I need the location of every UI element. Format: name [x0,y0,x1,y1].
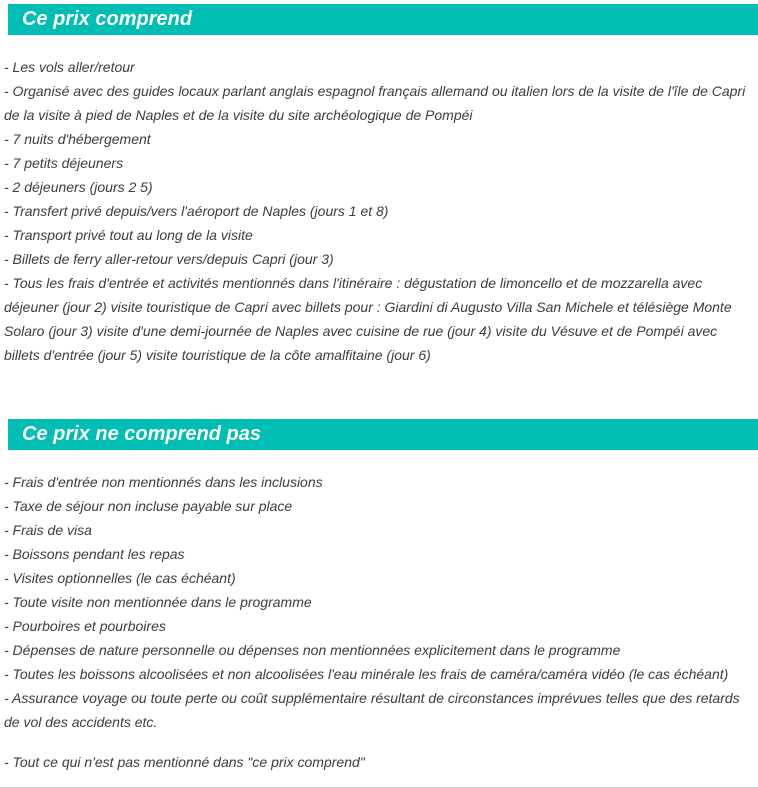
list-item: - Transport privé tout au long de la visite [4,227,253,243]
list-item: - 7 nuits d'hébergement [4,131,151,147]
list-item: - Frais d'entrée non mentionnés dans les inclusions [4,474,323,490]
list-item: - 2 déjeuners (jours 2 5) [4,179,153,195]
list-item: - Billets de ferry aller-retour vers/depuis Capri (jour 3) [4,251,334,267]
list-item: - 7 petits déjeuners [4,155,124,171]
list-item: - Pourboires et pourboires [4,618,166,634]
list-item: - Les vols aller/retour [4,59,135,75]
list-item: - Tous les frais d'entrée et activités mentionnés dans l'itinéraire : dégustation de limoncello et de mozzarella avec déjeuner (jour 2) visite touristique de Capri avec billets pour : Giardini di Augusto Villa San Michele et télésiège Monte Solaro (jour 3) visite d'une demi-journée de Naples avec cuisine de rue (jour 4) visite du Vésuve et de Pompéi avec billets d'entrée (jour 5) visite touristique de la côte amalfitaine (jour 6) [4,275,732,363]
price-includes-section [0,4,758,367]
excludes-list [0,450,758,774]
list-item: - Transfert privé depuis/vers l'aéroport de Naples (jours 1 et 8) [4,203,389,219]
list-item: - Taxe de séjour non incluse payable sur place [4,498,293,514]
list-item: - Boissons pendant les repas [4,546,185,562]
list-item: - Dépenses de nature personnelle ou dépenses non mentionnées explicitement dans le programme [4,642,621,658]
list-item: - Tout ce qui n'est pas mentionné dans "ce prix comprend" [4,754,365,770]
price-excludes-section [0,419,758,774]
section-header-includes: Ce prix comprend [8,4,758,35]
list-item: - Frais de visa [4,522,92,538]
list-item: - Visites optionnelles (le cas échéant) [4,570,236,586]
list-item: - Organisé avec des guides locaux parlant anglais espagnol français allemand ou italien lors de la visite de l'île de Capri de la visite à pied de Naples et de la visite du site archéologique de Pompéi [4,83,746,123]
section-header-excludes: Ce prix ne comprend pas [8,419,758,450]
list-item: - Assurance voyage ou toute perte ou coût supplémentaire résultant de circonstances imprévues telles que des retards de vol des accidents etc. [4,690,740,730]
list-item: - Toutes les boissons alcoolisées et non alcoolisées l'eau minérale les frais de caméra/caméra vidéo (le cas échéant) [4,666,729,682]
includes-list [0,35,758,367]
list-item: - Toute visite non mentionnée dans le programme [4,594,312,610]
